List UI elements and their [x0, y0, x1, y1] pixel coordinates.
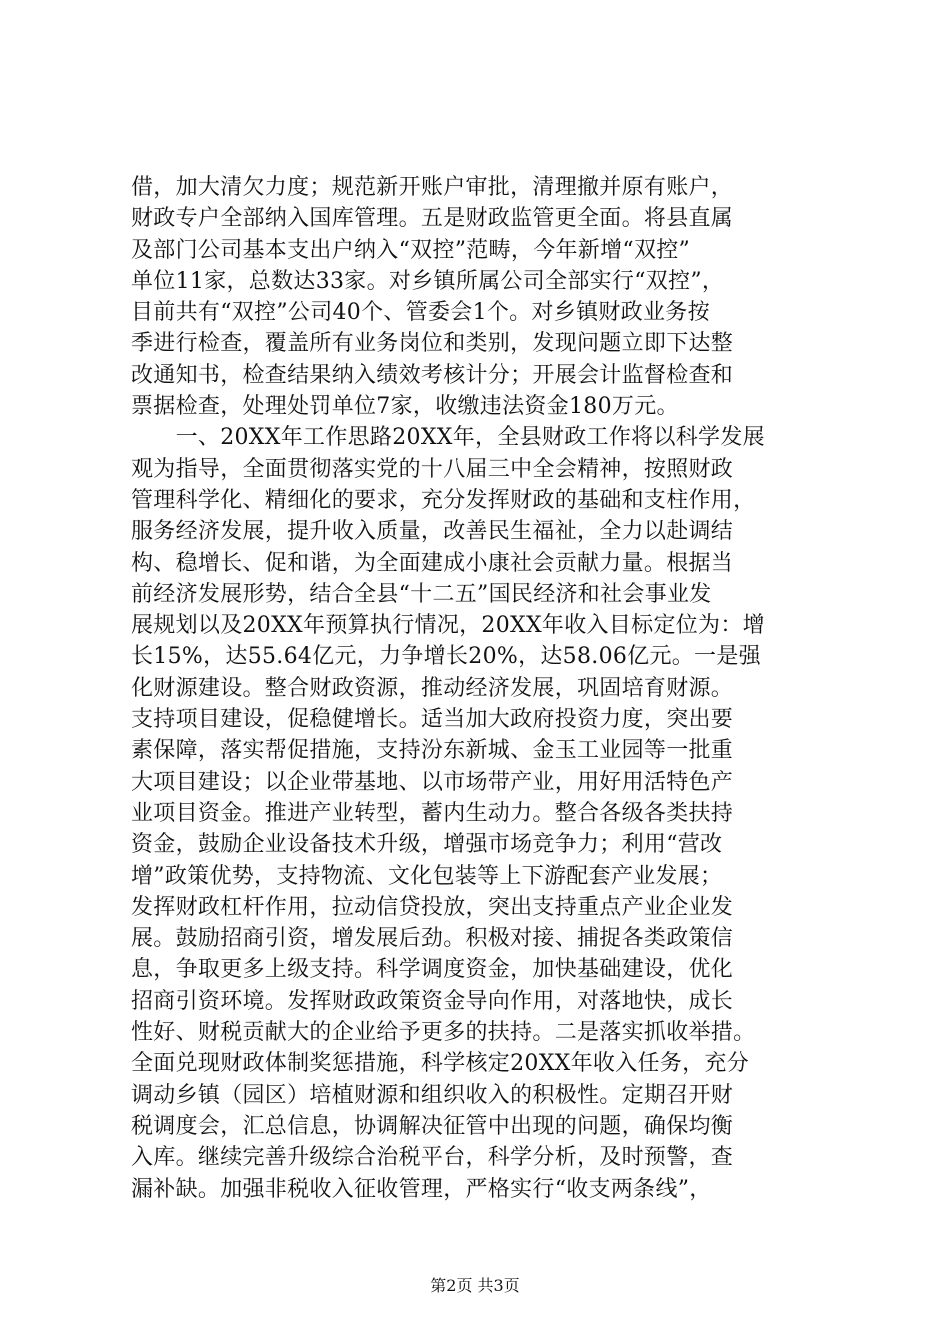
text-line: 借，加大清欠力度；规范新开账户审批，清理撤并原有账户，	[131, 175, 734, 200]
text-line: 前经济发展形势，结合全县“十二五”国民经济和社会事业发	[131, 581, 712, 607]
text-line: 长15%，达55.64亿元，力争增长20%，达58.06亿元。一是强	[131, 644, 761, 670]
text-line: 目前共有“双控”公司40个、管委会1个。对乡镇财政业务按	[131, 300, 710, 326]
text-line: 构、稳增长、促和谐，为全面建成小康社会贡献力量。根据当	[131, 550, 734, 576]
text-line: 服务经济发展，提升收入质量，改善民生福祉，全力以赴调结	[131, 519, 734, 545]
text-line: 税调度会，汇总信息，协调解决征管中出现的问题，确保均衡	[131, 1113, 734, 1139]
text-line: 调动乡镇（园区）培植财源和组织收入的积极性。定期召开财	[131, 1082, 734, 1108]
text-line: 观为指导，全面贯彻落实党的十八届三中全会精神，按照财政	[131, 456, 734, 482]
text-line: 一、20XX年工作思路20XX年，全县财政工作将以科学发展	[131, 425, 765, 451]
text-line: 入库。继续完善升级综合治税平台，科学分析，及时预警，查	[131, 1145, 734, 1171]
text-line: 票据检查，处理处罚单位7家，收缴违法资金180万元。	[131, 394, 679, 420]
text-line: 展。鼓励招商引资，增发展后劲。积极对接、捕捉各类政策信	[131, 926, 734, 952]
text-line: 业项目资金。推进产业转型，蓄内生动力。整合各级各类扶持	[131, 800, 734, 826]
text-line: 资金，鼓励企业设备技术升级，增强市场竞争力；利用“营改	[131, 832, 723, 858]
text-line: 漏补缺。加强非税收入征收管理，严格实行“收支两条线”，	[131, 1176, 712, 1202]
text-line: 展规划以及20XX年预算执行情况，20XX年收入目标定位为：增	[131, 613, 765, 639]
text-line: 发挥财政杠杆作用，拉动信贷投放，突出支持重点产业企业发	[131, 894, 734, 920]
text-line: 改通知书，检查结果纳入绩效考核计分；开展会计监督检查和	[131, 362, 734, 388]
text-line: 全面兑现财政体制奖惩措施，科学核定20XX年收入任务，充分	[131, 1051, 750, 1077]
text-line: 性好、财税贡献大的企业给予更多的扶持。二是落实抓收举措。	[131, 1020, 756, 1046]
text-line: 管理科学化、精细化的要求，充分发挥财政的基础和支柱作用，	[131, 487, 756, 513]
document-body	[131, 172, 853, 1205]
page-number-label: 第2页 共3页	[430, 1276, 520, 1295]
page-footer	[0, 1276, 950, 1296]
text-line: 增”政策优势，支持物流、文化包装等上下游配套产业发展；	[131, 863, 723, 889]
text-line: 化财源建设。整合财政资源，推动经济发展，巩固培育财源。	[131, 675, 734, 701]
text-line: 息，争取更多上级支持。科学调度资金，加快基础建设，优化	[131, 957, 734, 983]
text-line: 大项目建设；以企业带基地、以市场带产业，用好用活特色产	[131, 769, 734, 795]
text-line: 及部门公司基本支出户纳入“双控”范畴，今年新增“双控”	[131, 237, 691, 263]
text-line: 素保障，落实帮促措施，支持汾东新城、金玉工业园等一批重	[131, 738, 734, 764]
text-line: 支持项目建设，促稳健增长。适当加大政府投资力度，突出要	[131, 707, 734, 733]
text-line: 招商引资环境。发挥财政政策资金导向作用，对落地快，成长	[131, 988, 734, 1014]
text-line: 季进行检查，覆盖所有业务岗位和类别，发现问题立即下达整	[131, 331, 734, 357]
text-line: 单位11家，总数达33家。对乡镇所属公司全部实行“双控”，	[131, 268, 725, 294]
text-line: 财政专户全部纳入国库管理。五是财政监管更全面。将县直属	[131, 206, 734, 232]
